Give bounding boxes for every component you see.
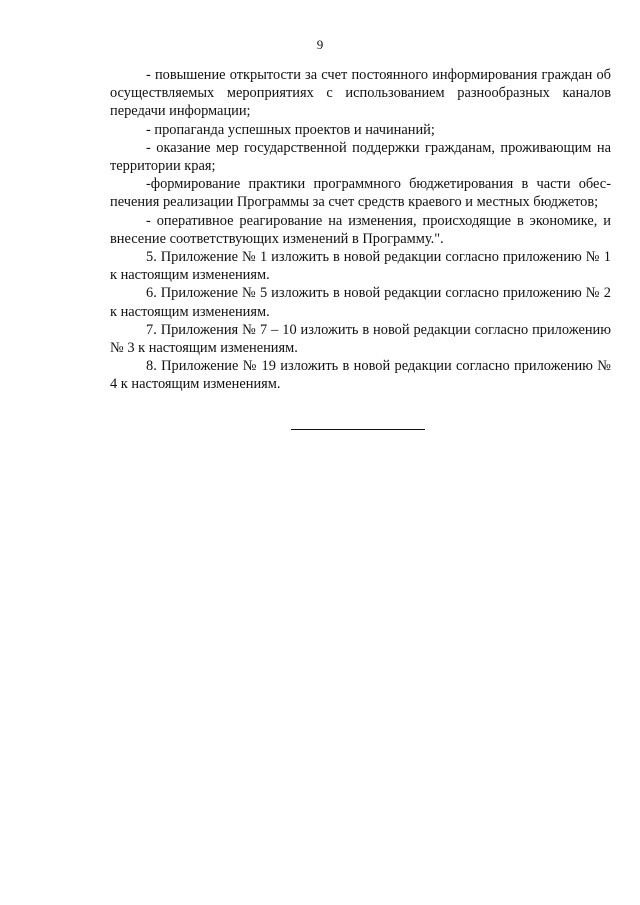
paragraph-item-6: 6. Приложение № 5 изложить в новой редакции согласно приложению № 2 к настоящим изменениям. xyxy=(110,285,611,320)
paragraph-propaganda: - пропаганда успешных проектов и начинаний; xyxy=(146,121,435,138)
paragraph-item-8: 8. Приложение № 19 изложить в новой редакции согласно приложению № 4 к настоящим изменениям. xyxy=(110,358,611,393)
paragraph-operative-response: - оперативное реагирование на изменения, происходящие в экономике, и внесение соответствующих изменений в Программу.". xyxy=(110,212,611,247)
document-body xyxy=(110,66,611,394)
paragraph-item-7: 7. Приложения № 7 – 10 изложить в новой редакции согласно приложению № 3 к настоящим изменениям. xyxy=(110,321,611,357)
paragraph-budgeting: -формирование практики программного бюджетирования в части обеспечения реализации Программы за счет средств краевого и местных бюджетов; xyxy=(110,176,611,211)
page-number: 9 xyxy=(316,37,324,52)
paragraph-state-support: - оказание мер государственной поддержки гражданам, проживающим на территории края; xyxy=(110,139,611,175)
paragraph-openness: - повышение открытости за счет постоянного информирования граждан об осуществляемых мероприятиях с использованием разнообразных каналов передачи информации; xyxy=(110,67,611,120)
closing-separator-line xyxy=(291,429,425,430)
paragraph-item-5: 5. Приложение № 1 изложить в новой редакции согласно приложению № 1 к настоящим изменениям. xyxy=(110,249,611,284)
